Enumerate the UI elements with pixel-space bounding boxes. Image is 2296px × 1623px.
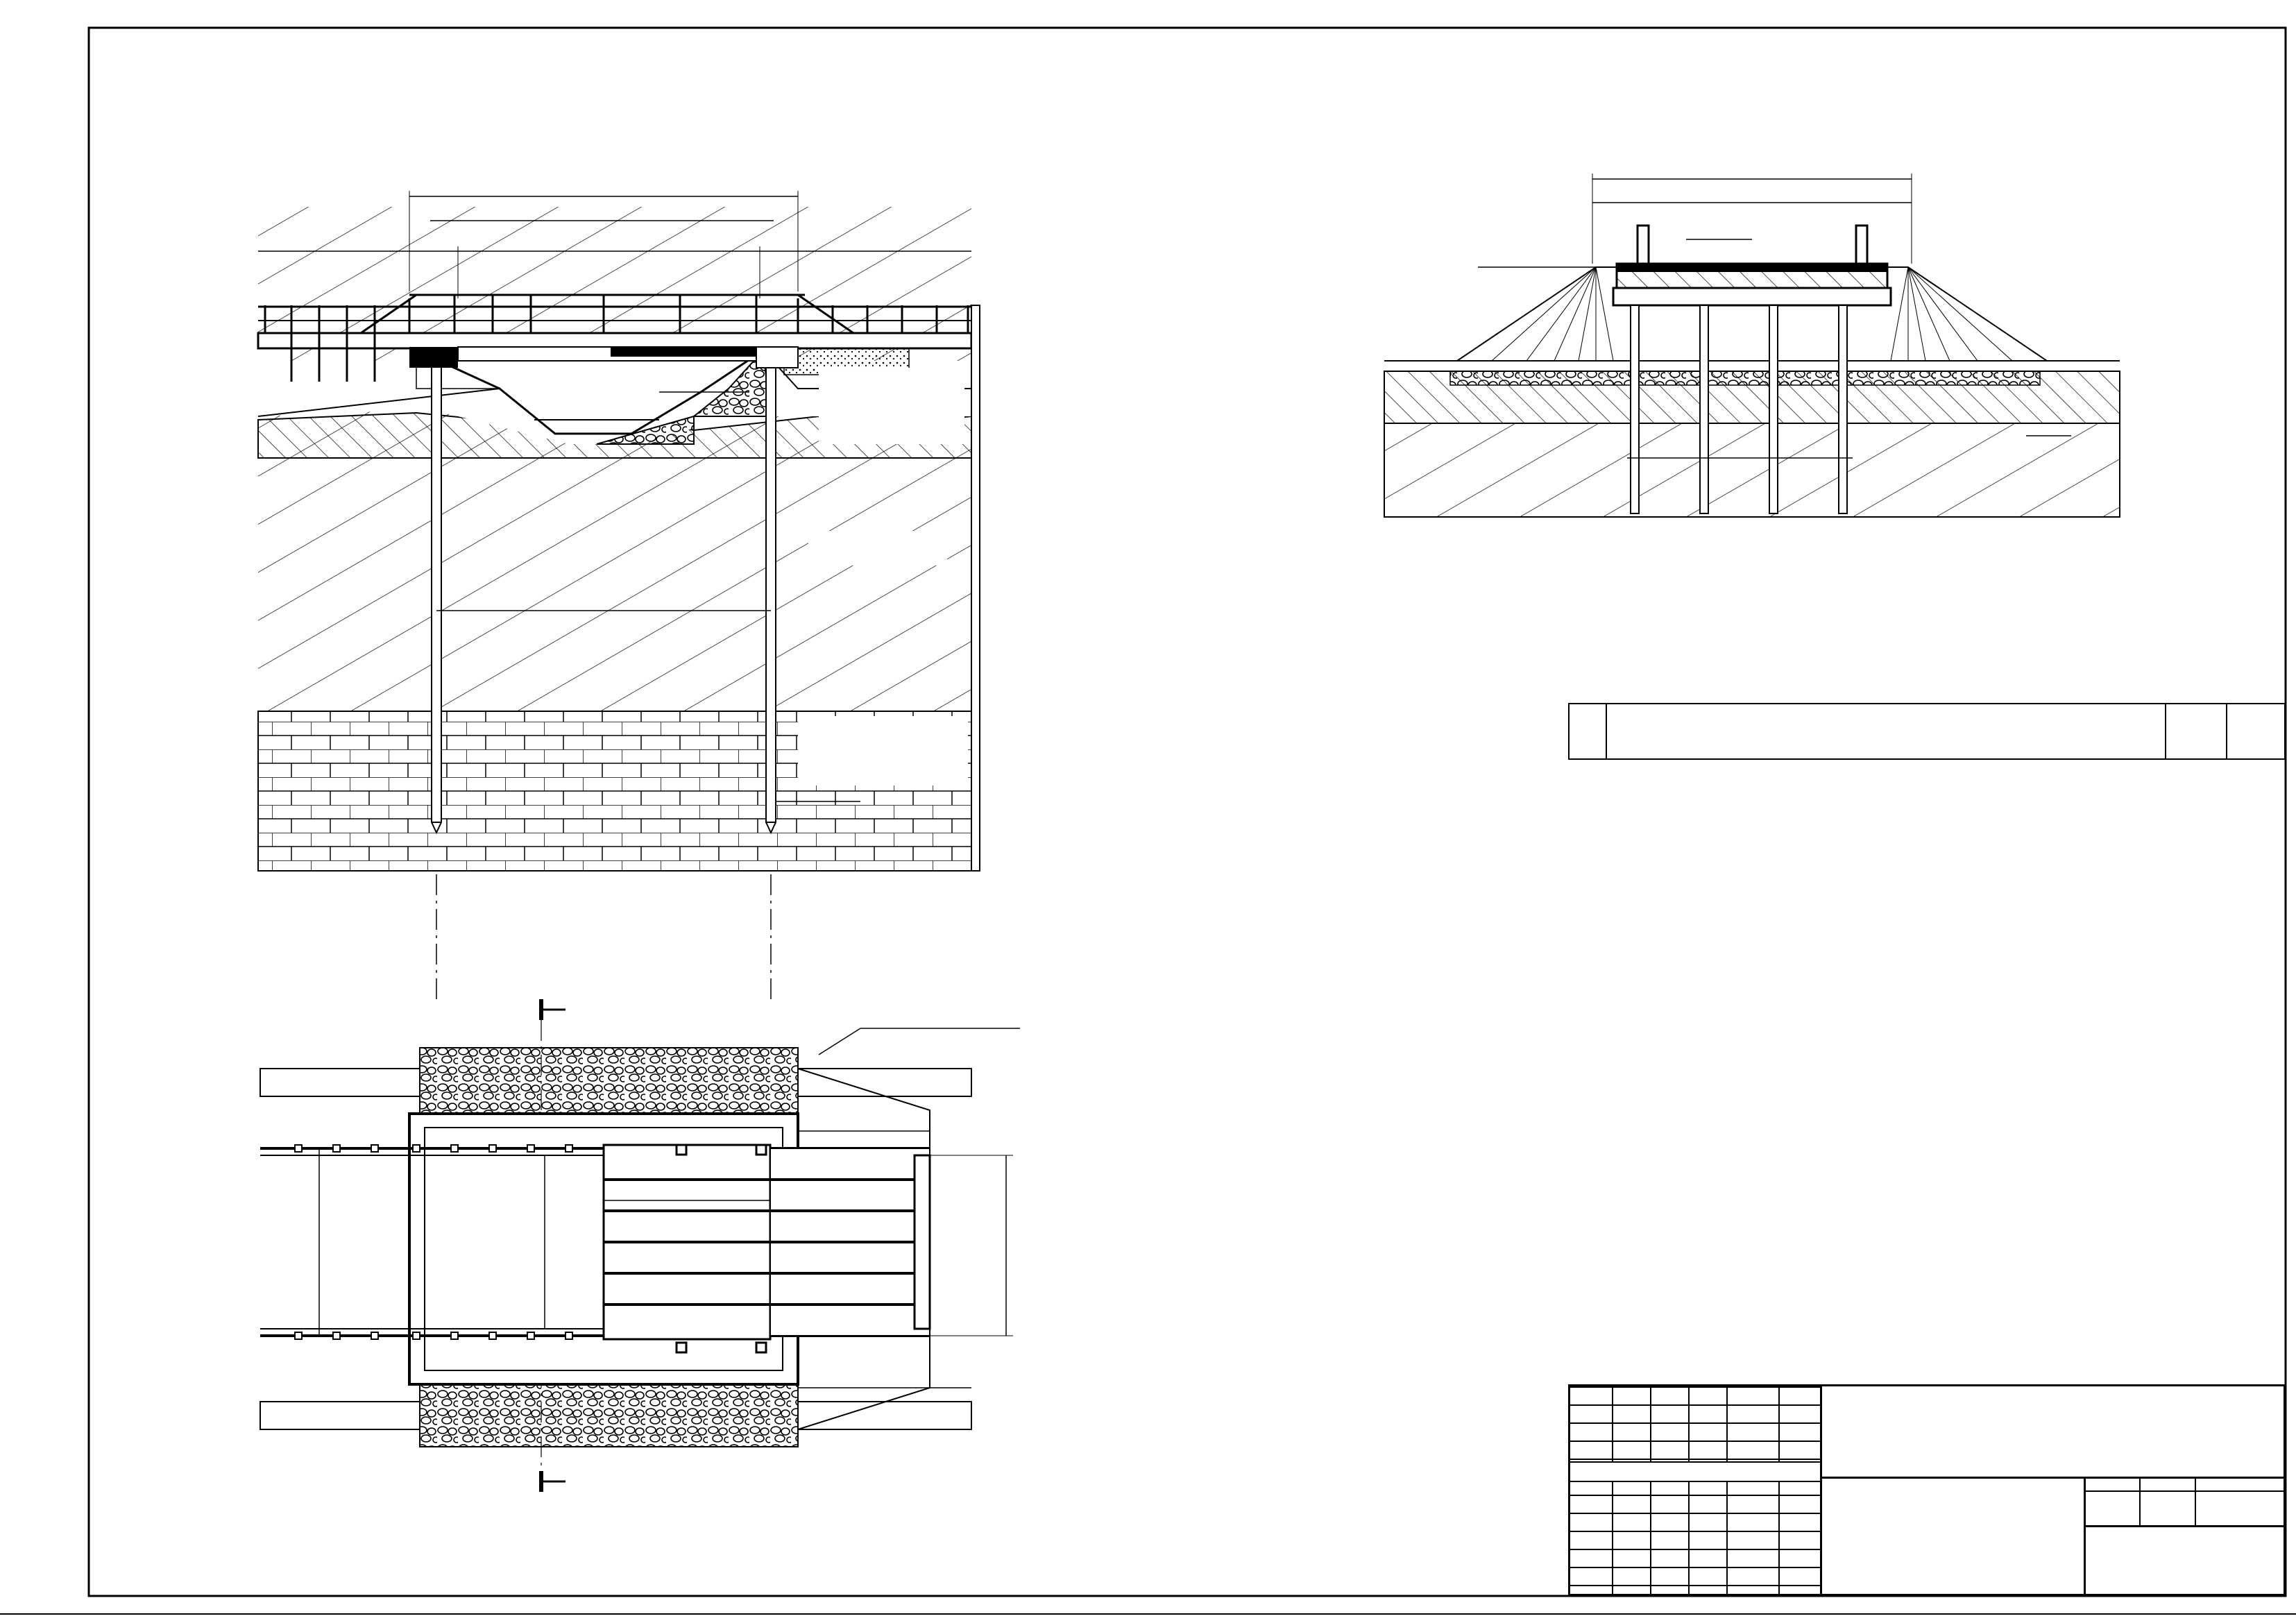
col-volume [2227, 704, 2285, 759]
barrier-right [1856, 226, 1867, 264]
col-unit [2166, 704, 2227, 759]
barrier-left [1638, 226, 1649, 264]
road-shoulder [798, 1069, 971, 1096]
pile-left [432, 350, 441, 822]
elevation-scale [971, 305, 980, 871]
table-header [1569, 704, 2285, 759]
facade-view [258, 191, 980, 871]
road-shoulder [260, 1069, 420, 1096]
axis-lines [436, 874, 771, 999]
col-n [1569, 704, 1606, 759]
span-slab-section [611, 347, 763, 357]
road-shoulder [260, 1402, 420, 1429]
bridge-deck [258, 333, 971, 348]
pile-cap-left [409, 347, 458, 368]
plan-view [260, 999, 1020, 1492]
pile-right [766, 350, 776, 822]
cross-ground [1384, 423, 2120, 517]
pile-cap [1613, 288, 1891, 305]
stamp-columns [1570, 1461, 1820, 1482]
title-block [1568, 1384, 2286, 1596]
pile-cap-right [756, 347, 798, 368]
col-name [1606, 704, 2166, 759]
cross-section [1384, 173, 2120, 517]
works-table [1568, 703, 2286, 760]
road-shoulder [798, 1402, 971, 1429]
